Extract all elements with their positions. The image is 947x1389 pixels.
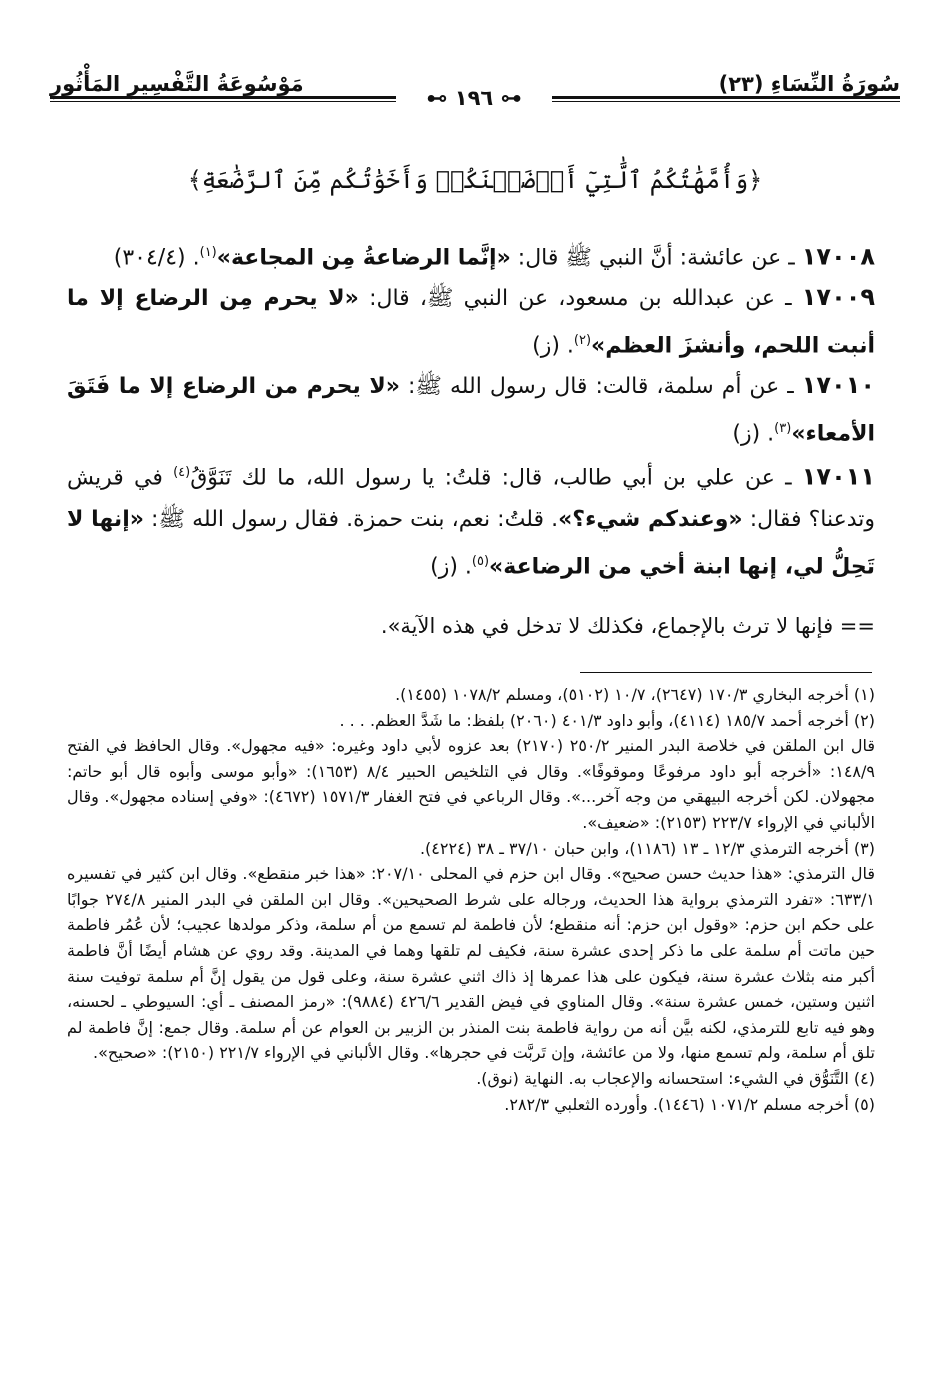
hadith-text: في قريش وتدعنا؟ فقال: bbox=[67, 465, 876, 533]
hadith-17009 bbox=[67, 276, 875, 367]
hadith-number: ١٧٠٠٨ bbox=[801, 242, 875, 271]
hadith-intro: ـ عن أم سلمة، قالت: قال رسول الله ﷺ: bbox=[399, 374, 802, 399]
hadith-quote: «وعندكم شيء؟» bbox=[558, 507, 743, 533]
quran-verse: ﴿وَأُمَّهَٰتُكُمُ ٱلَّٰتِيٓ أَرۡضَعۡنَكُمۡ وَأَخَوَٰتُكُم مِّنَ ٱلرَّضَٰعَةِ﴾ bbox=[187, 166, 763, 194]
hadith-number: ١٧٠١١ bbox=[801, 462, 876, 491]
hadith-intro: ـ عن عائشة: أنَّ النبي ﷺ قال: bbox=[510, 245, 802, 271]
hadith-intro: ـ عن علي بن أبي طالب، قال: قلتُ: يا رسول الله، ما لك تَنَوَّقُ bbox=[190, 465, 802, 491]
continued-note: == فإنها لا ترث بالإجماع، فكذلك لا تدخل في هذه الآية». bbox=[380, 614, 875, 638]
footnote-4: (٤) التَّنَوُّق في الشيء: استحسانه والإعجاب به. النهاية (نوق). bbox=[476, 1068, 875, 1088]
hadith-source: . (ز) bbox=[732, 421, 775, 447]
footnote-2: (٢) أخرجه أحمد ١٨٥/٧ (٤١١٤)، وأبو داود ٤٠١/٣ (٢٠٦٠) بلفظ: ما شَدَّ العظم. . . . bbox=[339, 710, 875, 730]
footnote-2-detail: قال ابن الملقن في خلاصة البدر المنير ٢٥٠/٢ (٢١٧٠) بعد عزوه لأبي داود وغيره: «فيه مجهول». وقال الحافظ في الفتح ١٤٨/٩: «أخرجه أبو داود مرفوعًا وموقوفًا». وقال في التلخيص الحبير ٨/٤ (١٦٥٣): «وأبو موسى وأبوه قال أبو حاتم: مجهولان. لكن أخرجه البيهقي من وجه آخر...». وقال الرباعي في فتح الغفار ١٥٧١/٣ (٤٦٧٢): «وفي إسناده مجهول». وقال الألباني في الإرواء ٢٢٣/٧ (٢١٥٣): «ضعيف». bbox=[67, 736, 875, 832]
page-number-ornament-left: ⊶ bbox=[426, 86, 455, 110]
hadith-17011 bbox=[67, 452, 875, 589]
footnote-5: (٥) أخرجه مسلم ١٠٧١/٢ (١٤٤٦). وأورده الثعلبي ٢٨٢/٣. bbox=[504, 1094, 875, 1114]
footnote-3-detail: قال الترمذي: «هذا حديث حسن صحيح». وقال ابن حزم في المحلى ٢٠٧/١٠: «هذا خبر منقطع». وقال ابن كثير في تفسيره ٦٣٣/١: «تفرد الترمذي برواية هذا الحديث، ورجاله على شرط الصحيحين». وقال ابن الملقن في البدر المنير ٢٧٤/٨ جوابًا على حكم ابن حزم: «وقول ابن حزم: أنه منقطع؛ لأن فاطمة لم تسمع من أم سلمة، وذكر مولدها عجيب؛ لأن عُمُر فاطمة حين ماتت أم سلمة على ما ذكر إحدى عشرة سنة، فكيف لم تلقها وهما في المدينة. وقد روي عن هشام أيضًا أنَّ فاطمة أكبر منه بثلاث عشرة سنة، فيكون على هذا عمرها إذ ذاك اثني عشرة سنة، وعلى قول من يقول إنَّ أم سلمة توفيت سنة اثنين وستين، خمس عشرة سنة». وقال المناوي في فيض القدير ٤٢٦/٦ (٩٨٨٤): «رمز المصنف ـ أي: السيوطي ـ لحسنه، وهو فيه تابع للترمذي، لكنه بيَّن أنه من رواية فاطمة بنت المنذر بن الزبير بن العوام عن أم سلمة. وقال جمع: إنَّ فاطمة لم تلق أم سلمة، ولم تسمع منها، ولا من عائشة، وإن تَربَّت في حجرها». وقال الألباني في الإرواء ٢٢١/٧ (٢١٥٠): «صحيح». bbox=[67, 864, 876, 1063]
hadith-quote: «إنها لا تَحِلُّ لي، إنها ابنة أخي من الرضاعة» bbox=[67, 507, 875, 580]
page-number bbox=[396, 86, 552, 116]
hadith-17008 bbox=[67, 232, 875, 279]
footnote-ref: (٣) bbox=[774, 421, 792, 436]
footnotes bbox=[67, 682, 875, 1117]
surah-header: سُورَةُ النِّسَاءِ (٢٣) bbox=[718, 72, 900, 96]
footnote-ref: (٥) bbox=[471, 554, 490, 570]
page-number-ornament-right: ⊷ bbox=[493, 86, 522, 110]
hadith-source: . (ز) bbox=[532, 333, 574, 359]
hadith-number: ١٧٠١٠ bbox=[801, 371, 875, 399]
footnote-separator bbox=[580, 672, 872, 673]
hadith-source: . (٣٠٤/٤) bbox=[113, 245, 200, 271]
book-title: مَوْسُوعَةُ التَّفْسِيرِ المَأْثُورِ bbox=[50, 72, 304, 96]
hadith-17010 bbox=[67, 364, 875, 455]
page-number-value: ١٩٦ bbox=[454, 86, 494, 110]
hadith-text: . قلتُ: نعم، بنت حمزة. فقال رسول الله ﷺ: bbox=[143, 507, 559, 533]
hadith-quote: «إنَّما الرضاعةُ مِن المجاعة» bbox=[216, 245, 511, 271]
footnote-1: (١) أخرجه البخاري ١٧٠/٣ (٢٦٤٧)، ١٠/٧ (٥١٠٢)، ومسلم ١٠٧٨/٢ (١٤٥٥). bbox=[395, 685, 875, 704]
footnote-ref: (٤) bbox=[173, 465, 191, 480]
hadith-number: ١٧٠٠٩ bbox=[801, 283, 876, 311]
footnote-3: (٣) أخرجه الترمذي ١٢/٣ ـ ١٣ (١١٨٦)، وابن حبان ٣٧/١٠ ـ ٣٨ (٤٢٢٤). bbox=[419, 838, 875, 858]
hadith-quote: «لا يحرم مِن الرضاع إلا ما أنبت اللحم، وأنشزَ العظم» bbox=[67, 286, 875, 359]
hadith-intro: ـ عن عبدالله بن مسعود، عن النبي ﷺ، قال: bbox=[358, 286, 802, 311]
hadith-source: . (ز) bbox=[430, 554, 472, 580]
footnote-ref: (١) bbox=[199, 245, 217, 260]
hadith-quote: «لا يحرم من الرضاع إلا ما فَتَقَ الأمعاء» bbox=[67, 374, 875, 447]
footnote-ref: (٢) bbox=[573, 333, 592, 348]
